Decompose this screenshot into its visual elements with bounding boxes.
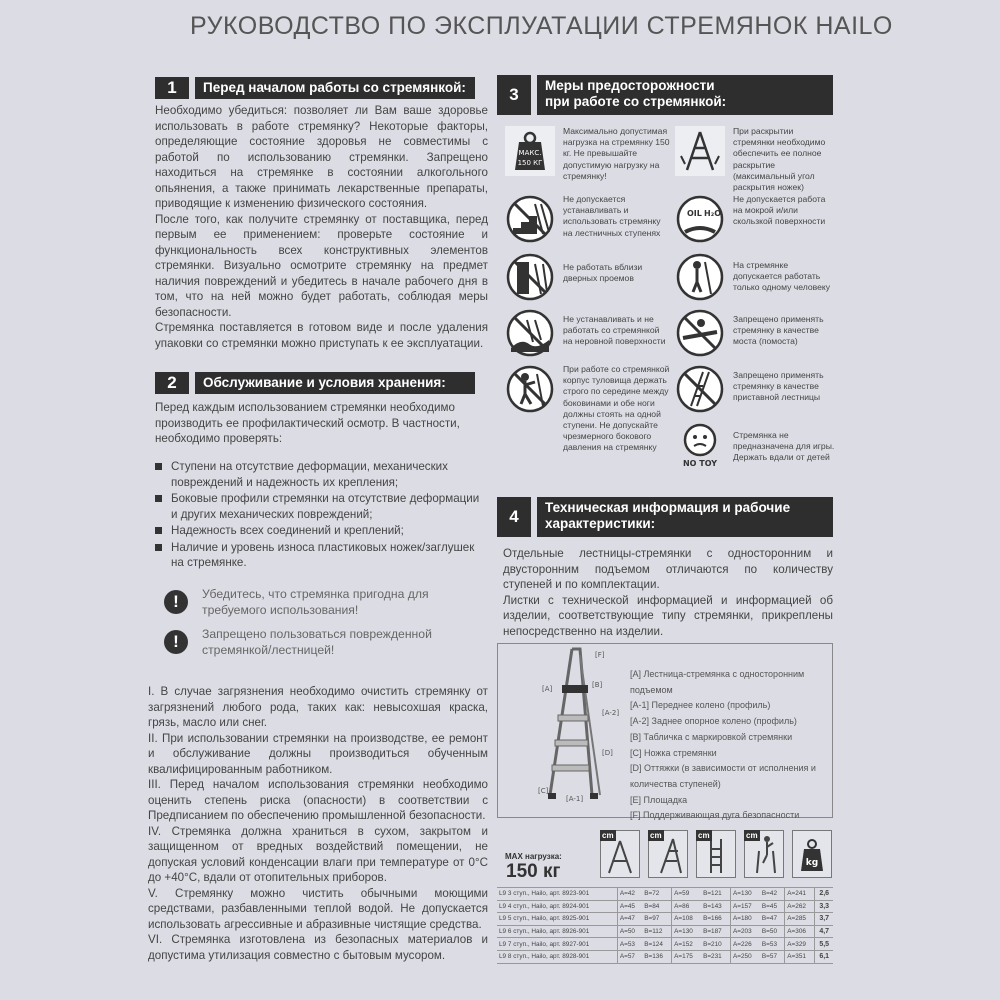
table-cell: B=124	[642, 938, 671, 951]
table-cell-model: L9 8 ступ., Hailo, арт. 8928-901	[497, 950, 617, 963]
section-4-paragraph: Отдельные лестницы-стремянки с односторонним и двусторонним подъемом отличаются по количеству ступеней и по комплектации.	[503, 547, 833, 591]
legend-item: [A] Лестница-стремянка с односторонним подъемом	[630, 669, 805, 695]
section-1-paragraph: Стремянка поставляется в готовом виде и после удаления упаковки со стремянки можно приступать к ее эксплуатации.	[155, 321, 488, 350]
precaution-max-load	[505, 126, 670, 182]
table-row	[497, 913, 833, 926]
diagram-label: [D]	[602, 749, 613, 757]
table-cell: A=152	[672, 938, 701, 951]
table-row	[497, 900, 833, 913]
warning-text: Убедитесь, что стремянка пригодна для требуемого использования!	[202, 587, 429, 617]
section-4-text	[503, 546, 833, 639]
precaution-slippery	[675, 194, 835, 244]
table-cell: A=45	[617, 900, 642, 913]
precaution-text: Стремянка не предназначена для игры. Держать вдали от детей	[733, 430, 835, 463]
table-cell: A=130	[730, 888, 759, 901]
cm-label: cm	[602, 831, 614, 840]
diagram-label: [A]	[542, 685, 553, 693]
table-cell: B=143	[701, 900, 730, 913]
legend-item: [C] Ножка стремянки	[630, 747, 717, 758]
diagram-label: [B]	[592, 681, 603, 689]
table-cell: A=351	[785, 950, 815, 963]
section-1-paragraph: Необходимо убедиться: позволяет ли Вам ваше здоровье использовать в работе стремянку? Некоторые факторы, определяющие состояние здоровья не совместимы с работой по использованию стремянки. Запрещено находиться на стремянке в состоянии алкогольного опьянения, а также принимать лекарственные препараты, приводящие к изменению физического состояния.	[155, 104, 488, 210]
note-item: IV. Стремянка должна храниться в сухом, закрытом и защищенном от вредных воздействий помещении, не допуская условий конденсации влаги при температуре от 0°С до +40°С, вдали от отопительных приборов.	[148, 824, 488, 884]
table-row	[497, 888, 833, 901]
table-cell: A=285	[785, 913, 815, 926]
table-cell-weight: 3,3	[815, 900, 833, 913]
table-cell: B=42	[760, 888, 785, 901]
oil-label: OIL	[687, 209, 702, 218]
precaution-text: При раскрытии стремянки необходимо обеспечить ее полное раскрытие (максимальный угол раскрытия ножек)	[733, 126, 826, 193]
body-centered-icon	[505, 364, 555, 414]
precaution-no-stairs	[505, 194, 670, 244]
exclamation-icon: !	[164, 590, 188, 614]
ladder-open-icon	[675, 126, 725, 176]
table-cell-model: L9 4 ступ., Hailo, арт. 8924-901	[497, 900, 617, 913]
checklist-item: Ступени на отсутствие деформации, механических повреждений и надежность их крепления;	[155, 459, 485, 490]
no-uneven-ground-icon	[505, 308, 555, 358]
warning-damaged	[164, 626, 464, 658]
table-cell-weight: 6,1	[815, 950, 833, 963]
table-cell: A=108	[672, 913, 701, 926]
precaution-one-person	[675, 252, 835, 302]
kg-label: kg	[805, 858, 819, 868]
section-2-checklist	[155, 459, 485, 572]
checklist-item: Наличие и уровень износа пластиковых ножек/заглушек на стремянке.	[155, 540, 485, 571]
table-row	[497, 950, 833, 963]
exclamation-icon: !	[164, 630, 188, 654]
table-cell: B=45	[760, 900, 785, 913]
note-item: I. В случае загрязнения необходимо очистить стремянку от загрязнений любого рода, таких как: невысохшая краска, грязь, масло или снег.	[148, 685, 488, 729]
table-cell-weight: 4,7	[815, 925, 833, 938]
table-cell: A=226	[730, 938, 759, 951]
table-cell: B=136	[642, 950, 671, 963]
legend-item: [D] Оттяжки (в зависимости от исполнения и количества ступеней)	[630, 763, 816, 789]
section-4-paragraph: Листки с технической информацией и информацией об изделии, соответствующие типу стремянки, прикреплены непосредственно на изделии.	[503, 593, 833, 638]
table-cell: B=50	[760, 925, 785, 938]
table-cell-weight: 2,6	[815, 888, 833, 901]
precaution-text: Запрещено применять стремянку в качестве приставной лестницы	[733, 370, 824, 403]
ladder-diagram	[520, 645, 625, 817]
section-4-title: Техническая информация и рабочие характеристики:	[537, 497, 833, 537]
section-1-title: Перед началом работы со стремянкой:	[195, 77, 475, 99]
section-2-notes	[148, 684, 488, 963]
table-cell: B=84	[642, 900, 671, 913]
svg-text:150 КГ: 150 КГ	[517, 159, 543, 167]
table-cell: B=121	[701, 888, 730, 901]
warning-text: Запрещено пользоваться поврежденной стремянкой/лестницей!	[202, 627, 432, 657]
table-cell: A=50	[617, 925, 642, 938]
max-load-label: MAX нагрузка:	[505, 852, 562, 861]
table-cell: A=130	[672, 925, 701, 938]
table-cell: A=59	[672, 888, 701, 901]
no-lean-ladder-icon	[675, 364, 725, 414]
table-row	[497, 938, 833, 951]
precaution-text: Не допускается устанавливать и использовать стремянку на лестничных ступенях	[563, 194, 661, 238]
section-1-number: 1	[155, 77, 189, 99]
table-cell: A=42	[617, 888, 642, 901]
diagram-label: [C]	[538, 787, 549, 795]
weight-icon-cell	[792, 830, 832, 878]
note-item: VI. Стремянка изготовлена из безопасных материалов и допустима утилизация совместно с бытовым мусором.	[148, 933, 488, 962]
section-3-header	[497, 75, 833, 115]
section-2-intro: Перед каждым использованием стремянки необходимо производить ее профилактический осмотр. В частности, необходимо проверять:	[155, 401, 460, 445]
precaution-text: На стремянке допускается работать только одному человеку	[733, 260, 831, 293]
table-cell-model: L9 3 ступ., Hailo, арт. 8923-901	[497, 888, 617, 901]
table-cell: A=241	[785, 888, 815, 901]
legend-item: [B] Табличка с маркировкой стремянки	[630, 731, 793, 742]
precaution-doorway	[505, 252, 670, 302]
table-cell: B=53	[760, 938, 785, 951]
no-toy-icon	[675, 420, 725, 470]
table-cell: A=250	[730, 950, 759, 963]
one-person-icon	[675, 252, 725, 302]
section-1-header	[155, 77, 475, 99]
cm-label: cm	[698, 831, 710, 840]
water-label: H₂O	[704, 209, 721, 218]
document-title: РУКОВОДСТВО ПО ЭКСПЛУАТАЦИИ СТРЕМЯНОК HAILO	[190, 12, 893, 40]
legend-item: [F] Поддерживающая дуга безопасности	[630, 810, 800, 821]
table-cell: A=306	[785, 925, 815, 938]
weight-kg-icon	[793, 831, 831, 877]
table-cell: A=86	[672, 900, 701, 913]
diagram-label: [F]	[595, 651, 605, 659]
table-cell: A=157	[730, 900, 759, 913]
dimension-icon-folded	[696, 830, 736, 878]
precaution-no-bridge	[675, 308, 835, 358]
table-cell-model: L9 5 ступ., Hailo, арт. 8925-901	[497, 913, 617, 926]
precaution-uneven-surface	[505, 308, 670, 358]
table-cell: B=187	[701, 925, 730, 938]
spec-table	[497, 887, 833, 964]
table-row	[497, 925, 833, 938]
precaution-text: Запрещено применять стремянку в качестве моста (помоста)	[733, 314, 824, 347]
section-2-title: Обслуживание и условия хранения:	[195, 372, 475, 394]
precaution-no-lean-ladder	[675, 364, 835, 414]
note-item: II. При использовании стремянки на производстве, ее ремонт и обслуживание должны производиться обученным квалифицированным работником.	[148, 731, 488, 776]
table-cell: A=203	[730, 925, 759, 938]
precaution-text: Не устанавливать и не работать со стремянкой на неровной поверхности	[563, 314, 666, 347]
table-cell: B=112	[642, 925, 671, 938]
precaution-no-toy	[675, 420, 835, 470]
note-item: III. Перед началом использования стремянки необходимо оценить степень риска (опасности) в соответствии с Предписанием по обеспечению промышленной безопасности.	[148, 778, 488, 822]
section-4-number: 4	[497, 497, 531, 537]
no-bridge-icon	[675, 308, 725, 358]
note-item: V. Стремянку можно чистить обычными моющими средствами, разбавленными теплой водой. Не допускается использовать агрессивные и абразивные чистящие средства.	[148, 886, 488, 931]
weight-icon	[505, 126, 555, 176]
no-stairs-icon	[505, 194, 555, 244]
diagram-legend	[630, 667, 825, 824]
table-cell: B=57	[760, 950, 785, 963]
legend-item: [A-2] Заднее опорное колено (профиль)	[630, 716, 797, 727]
dimension-icon-side	[648, 830, 688, 878]
precaution-text: При работе со стремянкой корпус туловища держать строго по середине между боковинами и обе ноги должны стоять на одной ступени. Не допускайте чрезмерного бокового давления на стремянку	[563, 364, 670, 453]
svg-text:МАКС.: МАКС.	[518, 149, 542, 157]
table-cell-weight: 5,5	[815, 938, 833, 951]
cm-label: cm	[650, 831, 662, 840]
checklist-item: Боковые профили стремянки на отсутствие деформации и других механических повреждений;	[155, 491, 485, 522]
table-cell-model: L9 7 ступ., Hailo, арт. 8927-901	[497, 938, 617, 951]
no-slippery-icon	[675, 194, 725, 244]
diagram-label: [A-1]	[566, 795, 584, 803]
table-cell: B=210	[701, 938, 730, 951]
section-2-header	[155, 372, 475, 394]
precaution-text: Не допускается работа на мокрой и/или скользкой поверхности	[733, 194, 826, 227]
section-2-number: 2	[155, 372, 189, 394]
table-cell: A=175	[672, 950, 701, 963]
table-cell: B=72	[642, 888, 671, 901]
precaution-body-position	[505, 364, 670, 454]
legend-item: [A-1] Переднее колено (профиль)	[630, 700, 771, 711]
section-4-header	[497, 497, 833, 537]
precaution-text: Максимально допустимая нагрузка на стремянку 150 кг. Не превышайте допустимую нагрузку на стремянку!	[563, 126, 670, 181]
table-cell: A=57	[617, 950, 642, 963]
dimension-icon-open	[600, 830, 640, 878]
table-cell: A=53	[617, 938, 642, 951]
table-cell: A=47	[617, 913, 642, 926]
table-cell-model: L9 6 ступ., Hailo, арт. 8926-901	[497, 925, 617, 938]
warning-suitability	[164, 586, 464, 618]
cm-label: cm	[746, 831, 758, 840]
dimension-icon-reach	[744, 830, 784, 878]
section-3-number: 3	[497, 75, 531, 115]
checklist-item: Надежность всех соединений и креплений;	[155, 523, 485, 539]
precaution-text: Не работать вблизи дверных проемов	[563, 262, 643, 284]
table-cell: A=180	[730, 913, 759, 926]
table-cell: A=329	[785, 938, 815, 951]
section-3-title: Меры предосторожности при работе со стремянкой:	[537, 75, 833, 115]
diagram-label: [A-2]	[602, 709, 620, 717]
table-cell: B=47	[760, 913, 785, 926]
table-cell: A=262	[785, 900, 815, 913]
no-doorway-icon	[505, 252, 555, 302]
no-toy-label: NO TOY	[682, 459, 718, 468]
table-cell: B=231	[701, 950, 730, 963]
table-cell: B=166	[701, 913, 730, 926]
max-load-value: 150 кг	[506, 861, 561, 882]
legend-item: [E] Площадка	[630, 794, 688, 805]
table-cell: B=97	[642, 913, 671, 926]
section-1-text	[155, 103, 488, 351]
section-1-paragraph: После того, как получите стремянку от поставщика, перед первым ее применением: проверьте состояние и функциональность всех конструктивных элементов стремянки. Визуально осмотрите стремянку на предмет наличия повреждений и убедитесь в начале рабочего дня в том, что на ней можно будет работать, соблюдая меры безопасности.	[155, 212, 488, 319]
table-cell-weight: 3,7	[815, 913, 833, 926]
precaution-full-open	[675, 126, 835, 193]
